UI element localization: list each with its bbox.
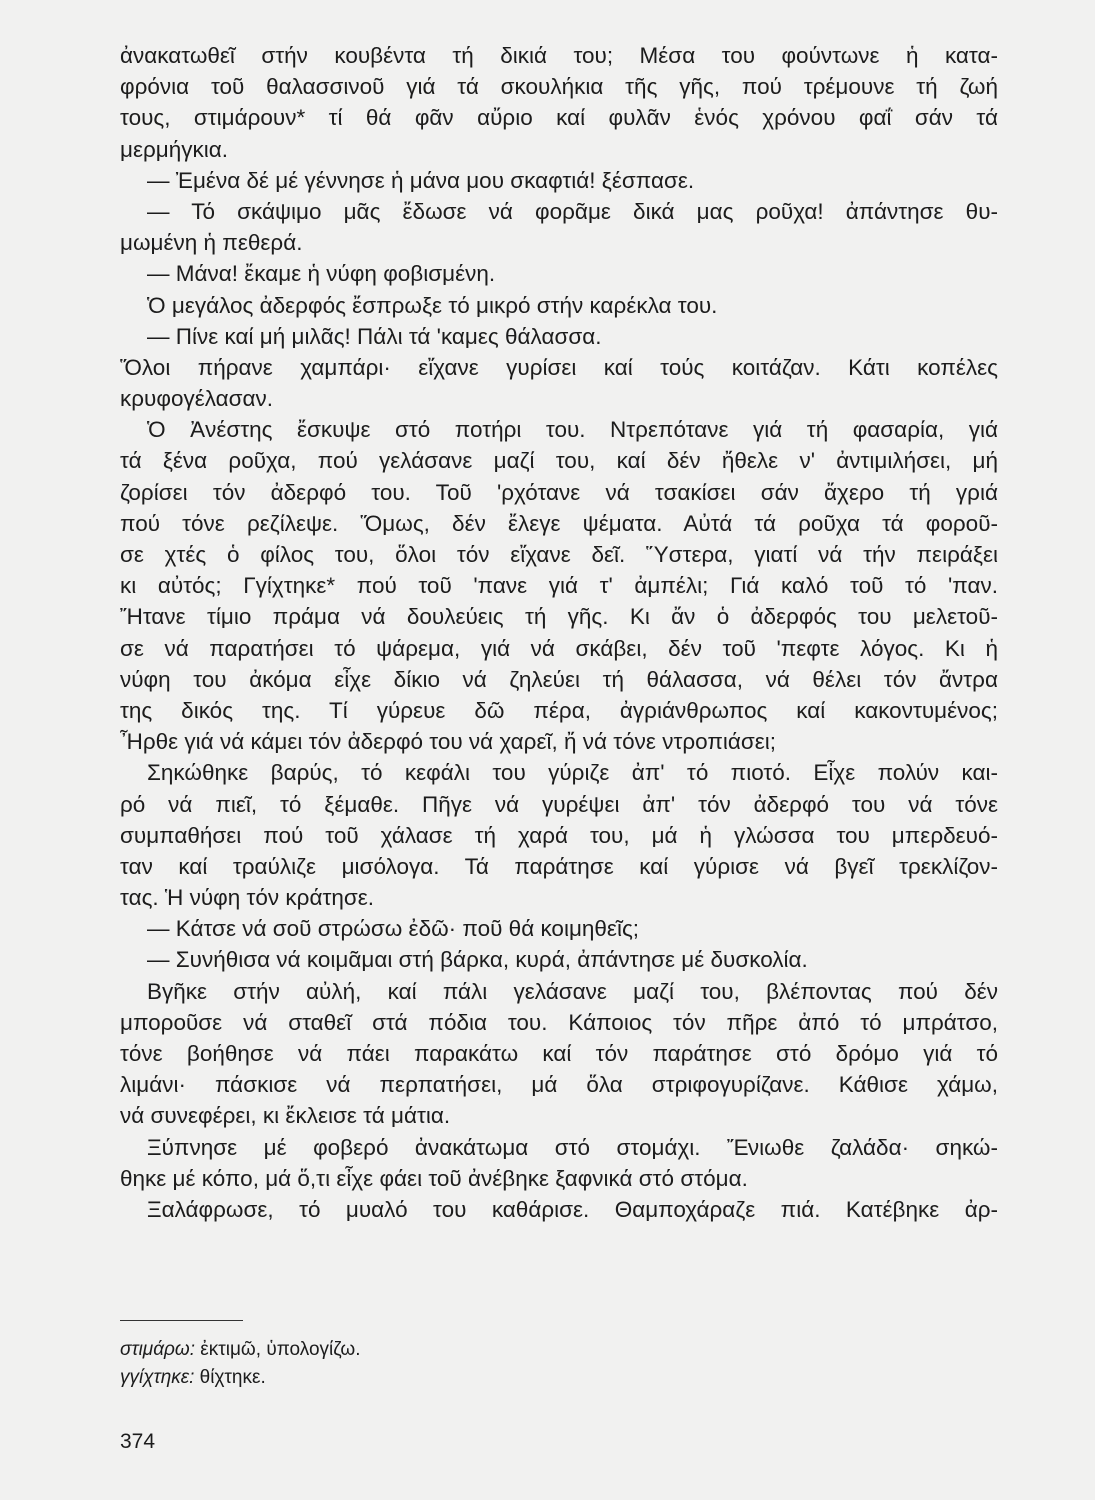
text-line: κι αὐτός; Γγίχτηκε* πού τοῦ 'πανε γιά τ' ἀμπέλι; Γιά καλό τοῦ τό 'παν. [120,573,998,599]
text-line: — Τό σκάψιμο μᾶς ἔδωσε νά φορᾶμε δικά μας ροῦχα! ἀπάντησε θυ- [147,198,998,224]
text-line: φρόνια τοῦ θαλασσινοῦ γιά τά σκουλήκια τῆς γῆς, πού τρέμουνε τή ζωή [120,74,998,100]
text-line: ἀνακατωθεῖ στήν κουβέντα τή δικιά του; Μέσα του φούντωνε ἡ κατα- [120,43,998,68]
text-line: — Πίνε καί μή μιλᾶς! Πάλι τά 'καμες θάλασσα. [147,323,602,349]
text-line: σε νά παρατήσει τό ψάρεμα, γιά νά σκάβει, δέν τοῦ 'πεφτε λόγος. Κι ἡ [120,635,998,661]
text-line: Βγῆκε στήν αὐλή, καί πάλι γελάσανε μαζί του, βλέποντας πού δέν [147,978,998,1004]
text-line: ζορίσει τόν ἀδερφό του. Τοῦ 'ρχότανε νά τσακίσει σάν ἄχερο τή γριά [120,479,998,505]
text-line: θηκε μέ κόπο, μά ὅ,τι εἶχε φάει τοῦ ἀνέβηκε ξαφνικά στό στόμα. [120,1165,748,1191]
footnote-definition: ἐκτιμῶ, ὑπολογίζω. [195,1339,361,1360]
text-line: — Συνήθισα νά κοιμᾶμαι στή βάρκα, κυρά, ἀπάντησε μέ δυσκολία. [147,947,808,973]
text-line: Ξύπνησε μέ φοβερό ἀνακάτωμα στό στομάχι. Ἔνιωθε ζαλάδα· σηκώ- [147,1134,998,1160]
text-line: μερμήγκια. [120,136,229,162]
text-line: μωμένη ἡ πεθερά. [120,230,303,256]
text-line: κρυφογέλασαν. [120,386,274,412]
text-line: τας. Ἡ νύφη τόν κράτησε. [120,885,375,911]
text-line: τά ξένα ροῦχα, πού γελάσανε μαζί του, καί δέν ἤθελε ν' ἀντιμιλήσει, μή [120,448,998,474]
page-number: 374 [120,1430,156,1453]
footnote-definition: θίχτηκε. [194,1367,266,1388]
text-line: νά συνεφέρει, κι ἔκλεισε τά μάτια. [120,1103,451,1129]
text-line: λιμάνι· πάσκισε νά περπατήσει, μά ὅλα στριφογυρίζανε. Κάθισε χάμω, [120,1072,998,1098]
text-line: σε χτές ὁ φίλος του, ὅλοι τόν εἴχανε δεῖ. Ὕστερα, γιατί νά τήν πειράξει [120,542,998,567]
footnotes [120,1336,360,1392]
text-line: — Ἐμένα δέ μέ γέννησε ἡ μάνα μου σκαφτιά! ξέσπασε. [147,167,695,193]
text-line: Ἦρθε γιά νά κάμει τόν ἀδερφό του νά χαρεῖ, ἤ νά τόνε ντροπιάσει; [120,729,777,755]
footnote-term: γγίχτηκε: [120,1367,195,1388]
text-line: Ἤτανε τίμιο πράμα νά δουλεύεις τή γῆς. Κι ἄν ὁ ἀδερφός του μελετοῦ- [120,604,998,630]
footnote-divider [120,1320,243,1321]
text-line: — Μάνα! ἔκαμε ἡ νύφη φοβισμένη. [147,261,496,287]
text-line: τους, στιμάρουν* τί θά φᾶν αὔριο καί φυλᾶν ἑνός χρόνου φαΐ σάν τά [120,105,998,131]
text-line: συμπαθήσει πού τοῦ χάλασε τή χαρά του, μά ἡ γλώσσα του μπερδευό- [120,822,998,848]
text-line: Ξαλάφρωσε, τό μυαλό του καθάρισε. Θαμποχάραζε πιά. Κατέβηκε ἀρ- [147,1196,998,1222]
footnote [120,1364,360,1392]
book-page [120,40,998,1470]
text-line: νύφη του ἀκόμα εἶχε δίκιο νά ζηλεύει τή θάλασσα, νά θέλει τόν ἄντρα [120,666,998,692]
text-line: Ὁ μεγάλος ἀδερφός ἔσπρωξε τό μικρό στήν καρέκλα του. [147,292,718,318]
text-line: τόνε βοήθησε νά πάει παρακάτω καί τόν παράτησε στό δρόμο γιά τό [120,1041,998,1066]
body-text [120,40,998,1225]
text-line: ρό νά πιεῖ, τό ξέμαθε. Πῆγε νά γυρέψει ἀπ' τόν ἀδερφό του νά τόνε [120,791,998,817]
text-line: Ὅλοι πήρανε χαμπάρι· εἴχανε γυρίσει καί τούς κοιτάζαν. Κάτι κοπέλες [120,354,998,380]
text-line: πού τόνε ρεζίλεψε. Ὅμως, δέν ἔλεγε ψέματα. Αὐτά τά ροῦχα τά φοροῦ- [120,510,998,536]
text-line: — Κάτσε νά σοῦ στρώσω ἐδῶ· ποῦ θά κοιμηθεῖς; [147,916,640,942]
text-line: ταν καί τραύλιζε μισόλογα. Τά παράτησε καί γύρισε νά βγεῖ τρεκλίζον- [120,853,998,879]
text-line: της δικός της. Τί γύρευε δῶ πέρα, ἀγριάνθρωπος καί κακοντυμένος; [120,697,998,723]
text-line: μποροῦσε νά σταθεῖ στά πόδια του. Κάποιος τόν πῆρε ἀπό τό μπράτσο, [120,1009,998,1035]
text-line: Ὁ Ἀνέστης ἔσκυψε στό ποτήρι του. Ντρεπότανε γιά τή φασαρία, γιά [147,417,998,443]
footnote [120,1336,360,1364]
footnote-term: στιμάρω: [120,1339,195,1360]
text-line: Σηκώθηκε βαρύς, τό κεφάλι του γύριζε ἀπ' τό πιοτό. Εἶχε πολύν και- [147,760,998,786]
